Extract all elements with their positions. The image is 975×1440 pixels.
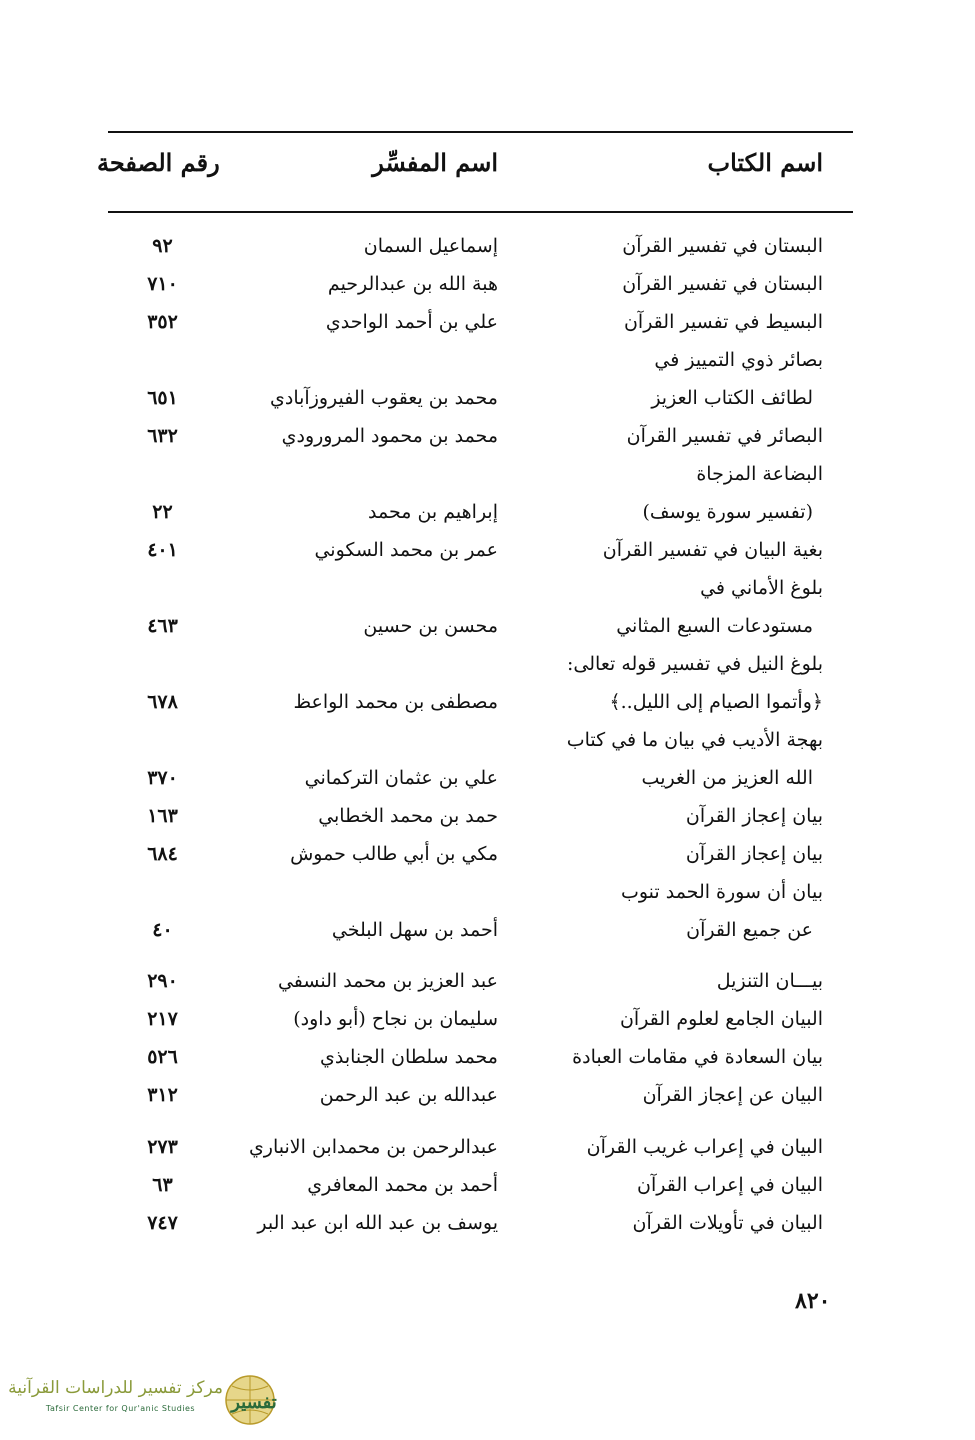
header-rule bbox=[108, 211, 853, 213]
logo-mark-text: تفسير bbox=[231, 1392, 277, 1413]
table-row bbox=[0, 873, 975, 911]
author-name: يوسف بن عبد الله ابن عبد البر bbox=[257, 1212, 498, 1234]
author-name: عبدالله بن عبد الرحمن bbox=[319, 1084, 498, 1106]
table-row bbox=[0, 721, 975, 759]
top-rule bbox=[108, 131, 853, 133]
page-ref: ٤٠١ bbox=[147, 539, 178, 561]
author-name: أحمد بن سهل البلخي bbox=[331, 919, 498, 941]
page-ref: ٤٠ bbox=[152, 919, 173, 941]
page-ref: ٥٢٦ bbox=[147, 1046, 178, 1068]
book-title: بيان إعجاز القرآن bbox=[685, 843, 823, 865]
page-ref: ٦٨٤ bbox=[147, 843, 178, 865]
table-row bbox=[0, 797, 975, 835]
table-row bbox=[0, 835, 975, 873]
author-name: محسن بن حسين bbox=[363, 615, 498, 637]
page-ref: ٢١٧ bbox=[147, 1008, 178, 1030]
table-row bbox=[0, 607, 975, 645]
book-title: البيان في إعراب القرآن bbox=[637, 1174, 823, 1196]
table-row bbox=[0, 645, 975, 683]
book-title: بيان أن سورة الحمد تنوب bbox=[620, 881, 823, 903]
author-name: إبراهيم بن محمد bbox=[368, 501, 498, 523]
author-name: هبة الله بن عبدالرحيم bbox=[327, 273, 498, 295]
table-row bbox=[0, 1038, 975, 1076]
page-ref: ٣٥٢ bbox=[147, 311, 178, 333]
column-header-page: رقم الصفحة bbox=[97, 148, 220, 177]
page-ref: ٣٧٠ bbox=[147, 767, 178, 789]
table-row bbox=[0, 1128, 975, 1166]
table-row bbox=[0, 341, 975, 379]
globe-icon bbox=[218, 1372, 288, 1428]
table-row bbox=[0, 227, 975, 265]
book-title: بهجة الأديب في بيان ما في كتاب bbox=[566, 729, 823, 751]
book-title: البستان في تفسير القرآن bbox=[622, 273, 823, 295]
page-ref: ٦٥١ bbox=[147, 387, 178, 409]
book-title: (تفسير سورة يوسف) bbox=[642, 501, 813, 523]
page-ref: ٦٣٢ bbox=[147, 425, 178, 447]
page-ref: ١٦٣ bbox=[147, 805, 178, 827]
page-ref: ٣١٢ bbox=[147, 1084, 178, 1106]
book-title: بيان إعجاز القرآن bbox=[685, 805, 823, 827]
author-name: عبد العزيز بن محمد النسفي bbox=[277, 970, 498, 992]
author-name: مكي بن أبي طالب حموش bbox=[290, 843, 498, 865]
book-title: البصائر في تفسير القرآن bbox=[626, 425, 823, 447]
table-row bbox=[0, 265, 975, 303]
table-row bbox=[0, 759, 975, 797]
table-row bbox=[0, 493, 975, 531]
column-header-book: اسم الكتاب bbox=[707, 148, 823, 177]
author-name: سليمان بن نجاح (أبو داود) bbox=[293, 1008, 498, 1030]
page-ref: ٢٧٣ bbox=[147, 1136, 178, 1158]
book-title: بيـــان التنزيل bbox=[716, 970, 823, 992]
book-title: البستان في تفسير القرآن bbox=[622, 235, 823, 257]
author-name: عبدالرحمن بن محمدابن الانباري bbox=[248, 1136, 498, 1158]
author-name: محمد بن محمود المرورودي bbox=[281, 425, 498, 447]
book-title: الله العزيز من الغريب bbox=[641, 767, 813, 789]
book-title: البيان عن إعجاز القرآن bbox=[642, 1084, 823, 1106]
tafsir-center-logo bbox=[8, 1372, 288, 1428]
table-row bbox=[0, 569, 975, 607]
table-row bbox=[0, 303, 975, 341]
book-title: بصائر ذوي التمييز في bbox=[654, 349, 823, 371]
book-title: لطائف الكتاب العزيز bbox=[651, 387, 813, 409]
book-title: بيان السعادة في مقامات العبادة bbox=[572, 1046, 823, 1068]
book-title: ﴿وأتموا الصيام إلى الليل..﴾ bbox=[609, 691, 823, 713]
table-row bbox=[0, 531, 975, 569]
book-title: البضاعة المزجاة bbox=[696, 463, 823, 485]
page-ref: ٤٦٣ bbox=[147, 615, 178, 637]
book-title: البيان في تأويلات القرآن bbox=[632, 1212, 823, 1234]
logo-arabic-text: مركز تفسير للدراسات القرآنية bbox=[8, 1378, 223, 1398]
table-row bbox=[0, 379, 975, 417]
book-title: بلوغ النيل في تفسير قوله تعالى: bbox=[567, 653, 823, 675]
author-name: أحمد بن محمد المعافري bbox=[307, 1174, 498, 1196]
column-header-author: اسم المفسِّر bbox=[372, 148, 498, 177]
author-name: حمد بن محمد الخطابي bbox=[318, 805, 498, 827]
table-row bbox=[0, 683, 975, 721]
author-name: عمر بن محمد السكوني bbox=[314, 539, 498, 561]
table-row bbox=[0, 1204, 975, 1242]
book-title: البيان الجامع لعلوم القرآن bbox=[619, 1008, 823, 1030]
page-ref: ٩٢ bbox=[152, 235, 173, 257]
author-name: محمد سلطان الجنابذي bbox=[319, 1046, 498, 1068]
table-row bbox=[0, 417, 975, 455]
book-title: البسيط في تفسير القرآن bbox=[623, 311, 823, 333]
page-ref: ٢٩٠ bbox=[147, 970, 178, 992]
book-title: بلوغ الأماني في bbox=[700, 577, 823, 599]
book-title: عن جميع القرآن bbox=[686, 919, 813, 941]
author-name: علي بن عثمان التركماني bbox=[304, 767, 498, 789]
author-name: محمد بن يعقوب الفيروزآبادي bbox=[270, 387, 498, 409]
author-name: مصطفى بن محمد الواعظ bbox=[293, 691, 498, 713]
author-name: إسماعيل السمان bbox=[363, 235, 498, 257]
page-number: ٨٢٠ bbox=[795, 1288, 831, 1314]
book-title: بغية البيان في تفسير القرآن bbox=[602, 539, 823, 561]
table-row bbox=[0, 1076, 975, 1114]
author-name: علي بن أحمد الواحدي bbox=[325, 311, 498, 333]
table-row bbox=[0, 962, 975, 1000]
table-row bbox=[0, 911, 975, 949]
book-title: البيان في إعراب غريب القرآن bbox=[586, 1136, 823, 1158]
table-row bbox=[0, 1000, 975, 1038]
page-ref: ٧٤٧ bbox=[147, 1212, 178, 1234]
logo-wordmark bbox=[8, 1372, 223, 1428]
page-ref: ٧١٠ bbox=[147, 273, 178, 295]
page-ref: ٢٢ bbox=[152, 501, 173, 523]
book-title: مستودعات السبع المثاني bbox=[616, 615, 813, 637]
table-row bbox=[0, 455, 975, 493]
table-row bbox=[0, 1166, 975, 1204]
logo-english-text: Tafsir Center for Qur'anic Studies bbox=[45, 1404, 196, 1413]
page-ref: ٦٣ bbox=[152, 1174, 173, 1196]
page-ref: ٦٧٨ bbox=[147, 691, 178, 713]
